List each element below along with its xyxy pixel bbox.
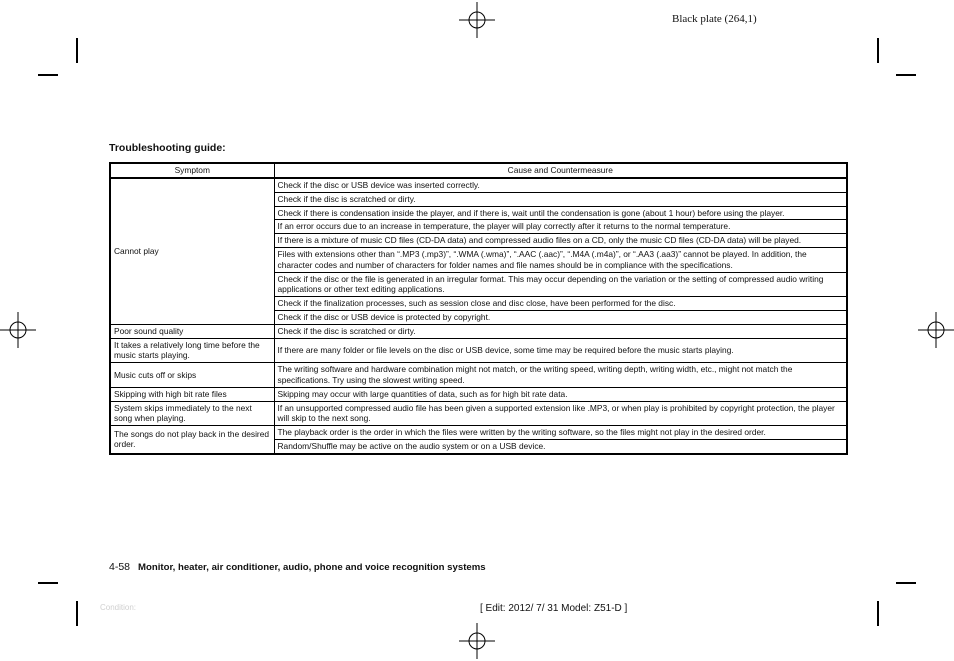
cause-cell: If an error occurs due to an increase in temperature, the player will play correctly after it returns to the normal temperature. xyxy=(274,220,847,234)
table-row xyxy=(110,338,847,363)
registration-mark-icon xyxy=(459,2,495,38)
cause-cell: Check if there is condensation inside the player, and if there is, wait until the condensation is gone (about 1 hour) before using the player. xyxy=(274,206,847,220)
symptom-cell: It takes a relatively long time before the music starts playing. xyxy=(110,338,274,363)
table-row xyxy=(110,178,847,192)
cause-cell: If there are many folder or file levels on the disc or USB device, some time may be required before the music starts playing. xyxy=(274,338,847,363)
cause-cell: If there is a mixture of music CD files (CD-DA data) and compressed audio files on a CD, only the music CD files (CD-DA data) will be played. xyxy=(274,234,847,248)
crop-mark xyxy=(38,74,58,76)
edit-info: [ Edit: 2012/ 7/ 31 Model: Z51-D ] xyxy=(480,603,628,614)
cause-cell: The writing software and hardware combination might not match, or the writing speed, writing depth, writing width, etc., might not match the specifications. Try using the slowest writing speed. xyxy=(274,363,847,388)
column-header-cause: Cause and Countermeasure xyxy=(274,163,847,178)
cause-cell: Check if the finalization processes, such as session close and disc close, have been performed for the disc. xyxy=(274,297,847,311)
condition-label: Condition: xyxy=(100,603,137,612)
crop-mark xyxy=(877,601,879,626)
crop-mark xyxy=(896,74,916,76)
symptom-cell: The songs do not play back in the desired order. xyxy=(110,426,274,454)
chapter-title: Monitor, heater, air conditioner, audio, phone and voice recognition systems xyxy=(138,562,486,573)
symptom-cell: Cannot play xyxy=(110,178,274,324)
table-row xyxy=(110,324,847,338)
table-row xyxy=(110,401,847,426)
section-heading: Troubleshooting guide: xyxy=(109,142,226,154)
registration-mark-icon xyxy=(459,623,495,659)
page-number: 4-58 xyxy=(109,561,131,573)
cause-cell: Check if the disc is scratched or dirty. xyxy=(274,324,847,338)
troubleshooting-table xyxy=(109,162,848,455)
cause-cell: Check if the disc is scratched or dirty. xyxy=(274,192,847,206)
crop-mark xyxy=(896,582,916,584)
symptom-cell: Music cuts off or skips xyxy=(110,363,274,388)
cause-cell: If an unsupported compressed audio file has been given a supported extension like .MP3, or when play is prohibited by copyright protection, the player will skip to the next song. xyxy=(274,401,847,426)
plate-label: Black plate (264,1) xyxy=(672,13,757,25)
symptom-cell: Poor sound quality xyxy=(110,324,274,338)
crop-mark xyxy=(38,582,58,584)
symptom-cell: System skips immediately to the next song when playing. xyxy=(110,401,274,426)
cause-cell: The playback order is the order in which the files were written by the writing software, so the files might not play in the desired order. xyxy=(274,426,847,440)
crop-mark xyxy=(76,601,78,626)
cause-cell: Skipping may occur with large quantities of data, such as for high bit rate data. xyxy=(274,387,847,401)
cause-cell: Random/Shuffle may be active on the audio system or on a USB device. xyxy=(274,439,847,453)
crop-mark xyxy=(76,38,78,63)
crop-mark xyxy=(877,38,879,63)
page-footer xyxy=(109,561,486,573)
table-row xyxy=(110,426,847,440)
table-row xyxy=(110,363,847,388)
registration-mark-icon xyxy=(0,312,36,348)
registration-mark-icon xyxy=(918,312,954,348)
table-row xyxy=(110,387,847,401)
cause-cell: Check if the disc or the file is generated in an irregular format. This may occur depending on the variation or the setting of compressed audio writing applications or other text editing applications. xyxy=(274,272,847,297)
column-header-symptom: Symptom xyxy=(110,163,274,178)
table-header-row xyxy=(110,163,847,178)
cause-cell: Check if the disc or USB device is protected by copyright. xyxy=(274,310,847,324)
symptom-cell: Skipping with high bit rate files xyxy=(110,387,274,401)
cause-cell: Files with extensions other than “.MP3 (.mp3)”, “.WMA (.wma)”, “.AAC (.aac)”, “.M4A (.m4a)”, or “.AA3 (.aa3)” cannot be played. In addition, the character codes and number of characters for folder names and file names should be in compliance with the specifications. xyxy=(274,247,847,272)
cause-cell: Check if the disc or USB device was inserted correctly. xyxy=(274,178,847,192)
